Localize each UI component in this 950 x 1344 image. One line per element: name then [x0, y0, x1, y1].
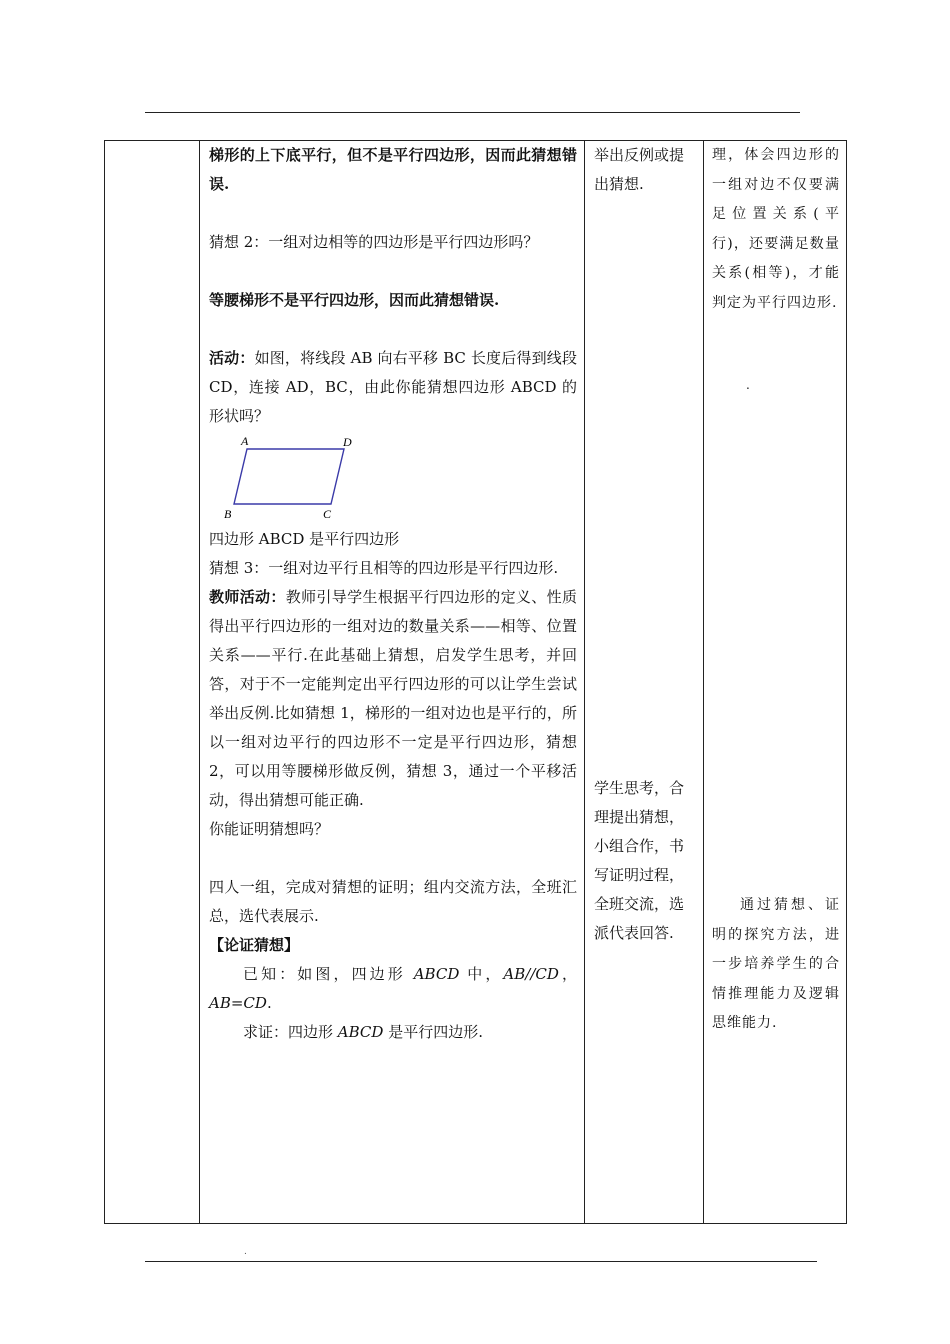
- student-text-2: 学生思考，合理提出猜想，小组合作，书写证明过程，全班交流，选派代表回答.: [594, 779, 685, 942]
- stray-dot: .: [746, 378, 750, 392]
- vertex-label-a: A: [241, 436, 249, 448]
- footer-rule: [145, 1261, 817, 1262]
- conclusion: 四边形 ABCD 是平行四边形: [209, 530, 400, 548]
- given-line-2: [209, 989, 577, 1018]
- prove-end: 是平行四边形.: [383, 1023, 483, 1041]
- design-intent-2: [712, 891, 840, 1039]
- parallelogram-figure: [219, 436, 359, 522]
- given-comma: ，: [558, 965, 577, 983]
- prove-line: [209, 1018, 577, 1047]
- student-text-1: 举出反例或提出猜想.: [594, 146, 685, 193]
- teaching-content: [209, 141, 577, 1047]
- given-parallel: AB//CD: [503, 965, 559, 983]
- activity-label: 活动：: [209, 349, 255, 367]
- given-prefix: 已知：如图，四边形: [243, 965, 414, 983]
- student-activity-1: [594, 141, 698, 199]
- header-rule: [145, 112, 800, 113]
- vertex-label-d: D: [343, 436, 352, 449]
- student-activity-cell: [585, 141, 704, 1224]
- design-intent-cell: [704, 141, 847, 1224]
- proof-heading: 【论证猜想】: [209, 936, 300, 954]
- stage-cell: [105, 141, 200, 1224]
- group-task: 四人一组，完成对猜想的证明；组内交流方法，全班汇总，选代表展示.: [209, 878, 577, 925]
- design-intent-1: [712, 141, 840, 318]
- given-line: [209, 960, 577, 989]
- guess-2: 猜想 2：一组对边相等的四边形是平行四边形吗？: [209, 233, 539, 251]
- design-text-2: 通过猜想、证明的探究方法，进一步培养学生的合情推理能力及逻辑思维能力.: [712, 897, 840, 1031]
- given-mid: 中，: [459, 965, 504, 983]
- given-end: .: [266, 994, 272, 1012]
- parallelogram-shape: [234, 449, 344, 504]
- activity-paragraph: [209, 344, 577, 431]
- teacher-label: 教师活动：: [209, 588, 286, 606]
- vertex-label-b: B: [224, 507, 232, 521]
- counterexample-2: 等腰梯形不是平行四边形，因而此猜想错误.: [209, 291, 500, 309]
- guess-3: 猜想 3：一组对边平行且相等的四边形是平行四边形.: [209, 559, 559, 577]
- prove-prefix: 求证：四边形: [243, 1023, 338, 1041]
- vertex-label-c: C: [323, 507, 332, 521]
- lesson-table: [104, 140, 847, 1224]
- teacher-activity: [209, 583, 577, 815]
- given-equal: AB=CD: [209, 994, 267, 1012]
- student-activity-2: [594, 774, 698, 948]
- design-text-1: 理，体会四边形的一组对边不仅要满足位置关系(平行)，还要满足数量关系(相等)，才能判定为平行四边形.: [712, 147, 840, 311]
- footer-dot: .: [244, 1247, 247, 1257]
- prove-abcd: ABCD: [337, 1023, 384, 1041]
- teacher-text: 教师引导学生根据平行四边形的定义、性质得出平行四边形的一组对边的数量关系——相等、位置关系——平行.在此基础上猜想，启发学生思考，并回答，对于不一定能判定出平行四边形的可以让学生尝试举出反例.比如猜想 1，梯形的一组对边也是平行的，所以一组对边平行的四边形不一定是平行四边形，猜想 2，可以用等腰梯形做反例，猜想 3，通过一个平移活动，得出猜想可能正确.: [209, 588, 577, 809]
- question: 你能证明猜想吗？: [209, 820, 330, 838]
- content-cell: [200, 141, 585, 1224]
- counterexample-1: 梯形的上下底平行，但不是平行四边形，因而此猜想错误.: [209, 146, 577, 193]
- given-abcd: ABCD: [413, 965, 460, 983]
- activity-text: 如图，将线段 AB 向右平移 BC 长度后得到线段 CD，连接 AD，BC，由此你能猜想四边形 ABCD 的形状吗？: [209, 349, 577, 425]
